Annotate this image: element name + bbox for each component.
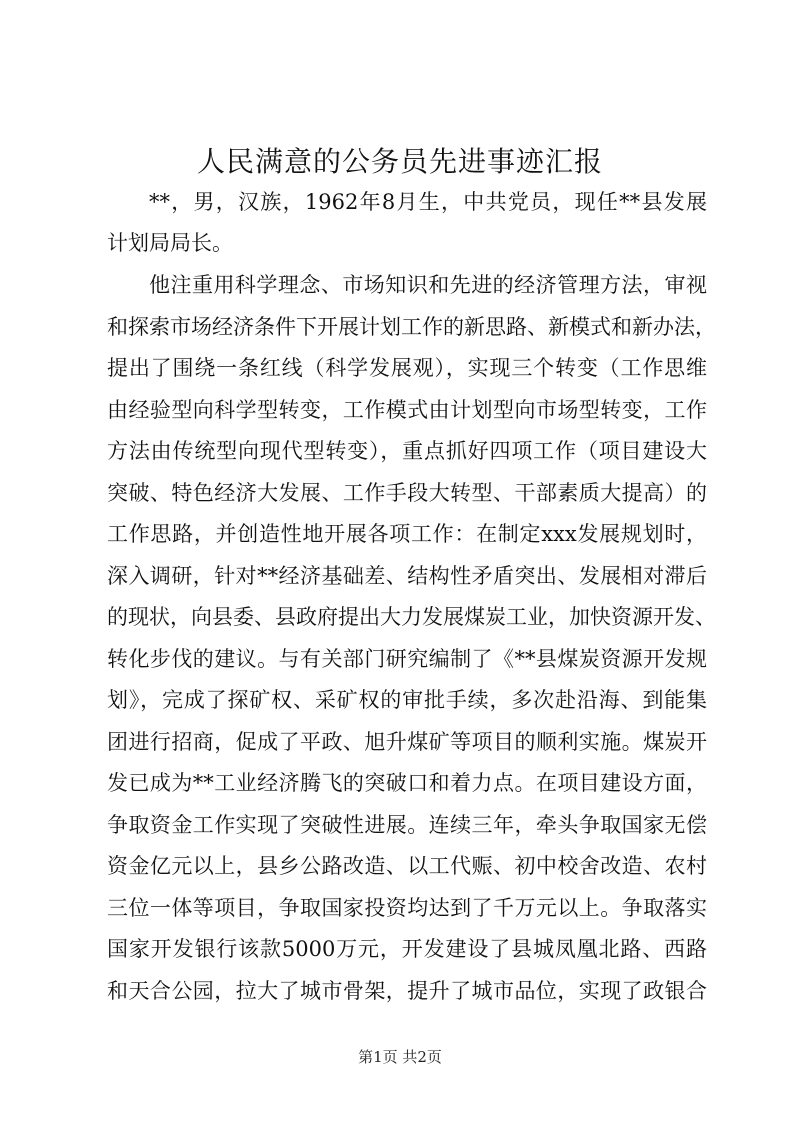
paragraph-1-line-1: **，男，汉族，1962年8月生，中共党员，现任**县发展 xyxy=(149,190,707,214)
paragraph-2-line-11: 划》，完成了探矿权、采矿权的审批手续，多次赴沿海、到能集 xyxy=(107,688,707,712)
paragraph-2-line-17: 国家开发银行该款5000万元，开发建设了县城凤凰北路、西路 xyxy=(107,937,707,961)
paragraph-2-line-14: 争取资金工作实现了突破性进展。连续三年，牵头争取国家无偿 xyxy=(107,813,707,837)
paragraph-2-line-10: 转化步伐的建议。与有关部门研究编制了《**县煤炭资源开发规 xyxy=(107,647,707,671)
paragraph-2-line-16: 三位一体等项目，争取国家投资均达到了千万元以上。争取落实 xyxy=(107,896,707,920)
paragraph-2-line-15: 资金亿元以上，县乡公路改造、以工代赈、初中校舍改造、农村 xyxy=(107,854,707,878)
paragraph-2-line-8: 深入调研，针对**经济基础差、结构性矛盾突出、发展相对滞后 xyxy=(107,564,707,588)
paragraph-2-line-9: 的现状，向县委、县政府提出大力发展煤炭工业，加快资源开发、 xyxy=(107,605,716,629)
document-title: 人民满意的公务员先进事迹汇报 xyxy=(196,145,603,178)
paragraph-2-line-6: 突破、特色经济大发展、工作手段大转型、干部素质大提高）的 xyxy=(107,481,707,505)
page-footer: 第1页 共2页 xyxy=(358,1048,442,1066)
paragraph-1-line-2: 计划局局长。 xyxy=(107,231,233,255)
paragraph-2-line-12: 团进行招商，促成了平政、旭升煤矿等项目的顺利实施。煤炭开 xyxy=(107,730,707,754)
paragraph-2-line-5: 方法由传统型向现代型转变），重点抓好四项工作（项目建设大 xyxy=(107,439,707,463)
paragraph-2-line-3: 提出了围绕一条红线（科学发展观），实现三个转变（工作思维 xyxy=(107,356,707,380)
paragraph-2-line-18: 和天合公园，拉大了城市骨架，提升了城市品位，实现了政银合 xyxy=(107,979,707,1003)
paragraph-2-line-2: 和探索市场经济条件下开展计划工作的新思路、新模式和新办法， xyxy=(107,315,716,339)
paragraph-2-line-4: 由经验型向科学型转变，工作模式由计划型向市场型转变，工作 xyxy=(107,398,707,422)
paragraph-2-line-7: 工作思路，并创造性地开展各项工作：在制定xxx发展规划时， xyxy=(107,522,707,546)
paragraph-2-line-13: 发已成为**工业经济腾飞的突破口和着力点。在项目建设方面， xyxy=(107,771,707,795)
paragraph-2-line-1: 他注重用科学理念、市场知识和先进的经济管理方法，审视 xyxy=(149,273,707,297)
